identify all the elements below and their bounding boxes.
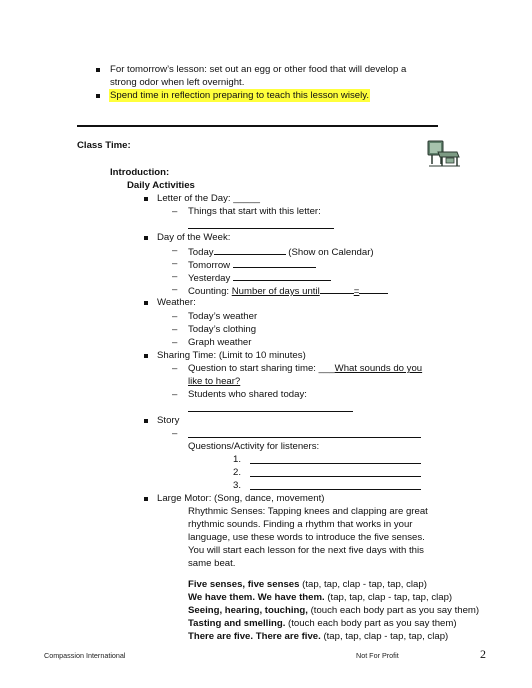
weather-sub-3: Graph weather (188, 337, 252, 348)
desk-icon (426, 138, 462, 168)
sharing-time: Sharing Time: (Limit to 10 minutes) (157, 350, 306, 361)
story-heading: Story (157, 415, 180, 426)
class-time-heading: Class Time: (77, 140, 131, 151)
chant-line-1: Five senses, five senses (tap, tap, clap - tap, tap, clap) (188, 579, 427, 590)
questions-activity: Questions/Activity for listeners: (188, 441, 320, 452)
question-underlined-1: What sounds do you (334, 363, 423, 374)
chant-line-5: There are five. There are five. (tap, tap, clap - tap, tap, clap) (188, 631, 449, 642)
footer-center: Not For Profit (356, 651, 399, 660)
daily-activities-heading: Daily Activities (127, 180, 195, 191)
dash-icon: – (172, 245, 178, 256)
bullet-square-icon (144, 354, 148, 358)
dash-icon: – (172, 284, 178, 295)
rhythmic-line-5: same beat. (188, 558, 236, 569)
introduction-heading: Introduction: (110, 167, 170, 178)
counting-row (188, 283, 388, 298)
tomorrow-lesson-line2: strong odor when left overnight. (110, 77, 245, 88)
day-of-week: Day of the Week: (157, 232, 231, 243)
dash-icon: – (172, 258, 178, 269)
section-divider (77, 125, 438, 127)
dash-icon: – (172, 206, 178, 217)
letter-sub: Things that start with this letter: (188, 206, 321, 217)
chant-line-4: Tasting and smelling. (touch each body part as you say them) (188, 618, 457, 629)
number-1: 1. (233, 454, 242, 465)
today-label: Today (188, 247, 214, 258)
dash-icon: – (172, 311, 178, 322)
dash-icon: – (172, 337, 178, 348)
counting-label: Counting: (188, 286, 230, 297)
weather-heading: Weather: (157, 297, 196, 308)
yesterday-label: Yesterday (188, 273, 231, 284)
tomorrow-lesson-line1: For tomorrow’s lesson: set out an egg or other food that will develop a (110, 64, 407, 75)
weather-sub-1: Today’s weather (188, 311, 258, 322)
blank-line (188, 401, 353, 416)
reflection-note: Spend time in reflection preparing to teach this lesson wisely. (110, 90, 369, 101)
bullet-square-icon (144, 197, 148, 201)
rhythmic-line-3: language, use these words to introduce the five senses. (188, 532, 425, 543)
weather-sub-2: Today’s clothing (188, 324, 257, 335)
dash-icon: – (172, 324, 178, 335)
students-shared: Students who shared today: (188, 389, 307, 400)
calendar-note: (Show on Calendar) (288, 247, 374, 258)
chant-line-3: Seeing, hearing, touching, (touch each body part as you say them) (188, 605, 480, 616)
rhythmic-line-4: You will start each lesson for the next five days with this (188, 545, 424, 556)
number-2: 2. (233, 467, 242, 478)
bullet-square-icon (144, 236, 148, 240)
dash-icon: – (172, 428, 178, 439)
number-3: 3. (233, 480, 242, 491)
rhythmic-line-1: Rhythmic Senses: Tapping knees and clapping are great (188, 506, 428, 517)
question-row (188, 362, 422, 375)
question-underlined-2: like to hear? (188, 376, 241, 387)
dash-icon: – (172, 389, 178, 400)
rhythmic-line-2: rhythmic sounds. Finding a rhythm that works in your (188, 519, 413, 530)
dash-icon: – (172, 363, 178, 374)
bullet-square-icon (144, 301, 148, 305)
bullet-square-icon (96, 68, 100, 72)
letter-of-day: Letter of the Day: _____ (157, 193, 260, 204)
question-prefix: Question to start sharing time: ___ (188, 363, 335, 374)
bullet-square-icon (96, 94, 100, 98)
counting-equals: = (353, 286, 360, 297)
chant-line-2: We have them. We have them. (tap, tap, clap - tap, tap, clap) (188, 592, 453, 603)
bullet-square-icon (144, 419, 148, 423)
tomorrow-label: Tomorrow (188, 260, 231, 271)
bullet-square-icon (144, 497, 148, 501)
footer-left: Compassion International (44, 651, 126, 660)
dash-icon: – (172, 271, 178, 282)
counting-underlined: Number of days until (231, 286, 320, 297)
page-number: 2 (480, 647, 486, 661)
large-motor: Large Motor: (Song, dance, movement) (157, 493, 325, 504)
